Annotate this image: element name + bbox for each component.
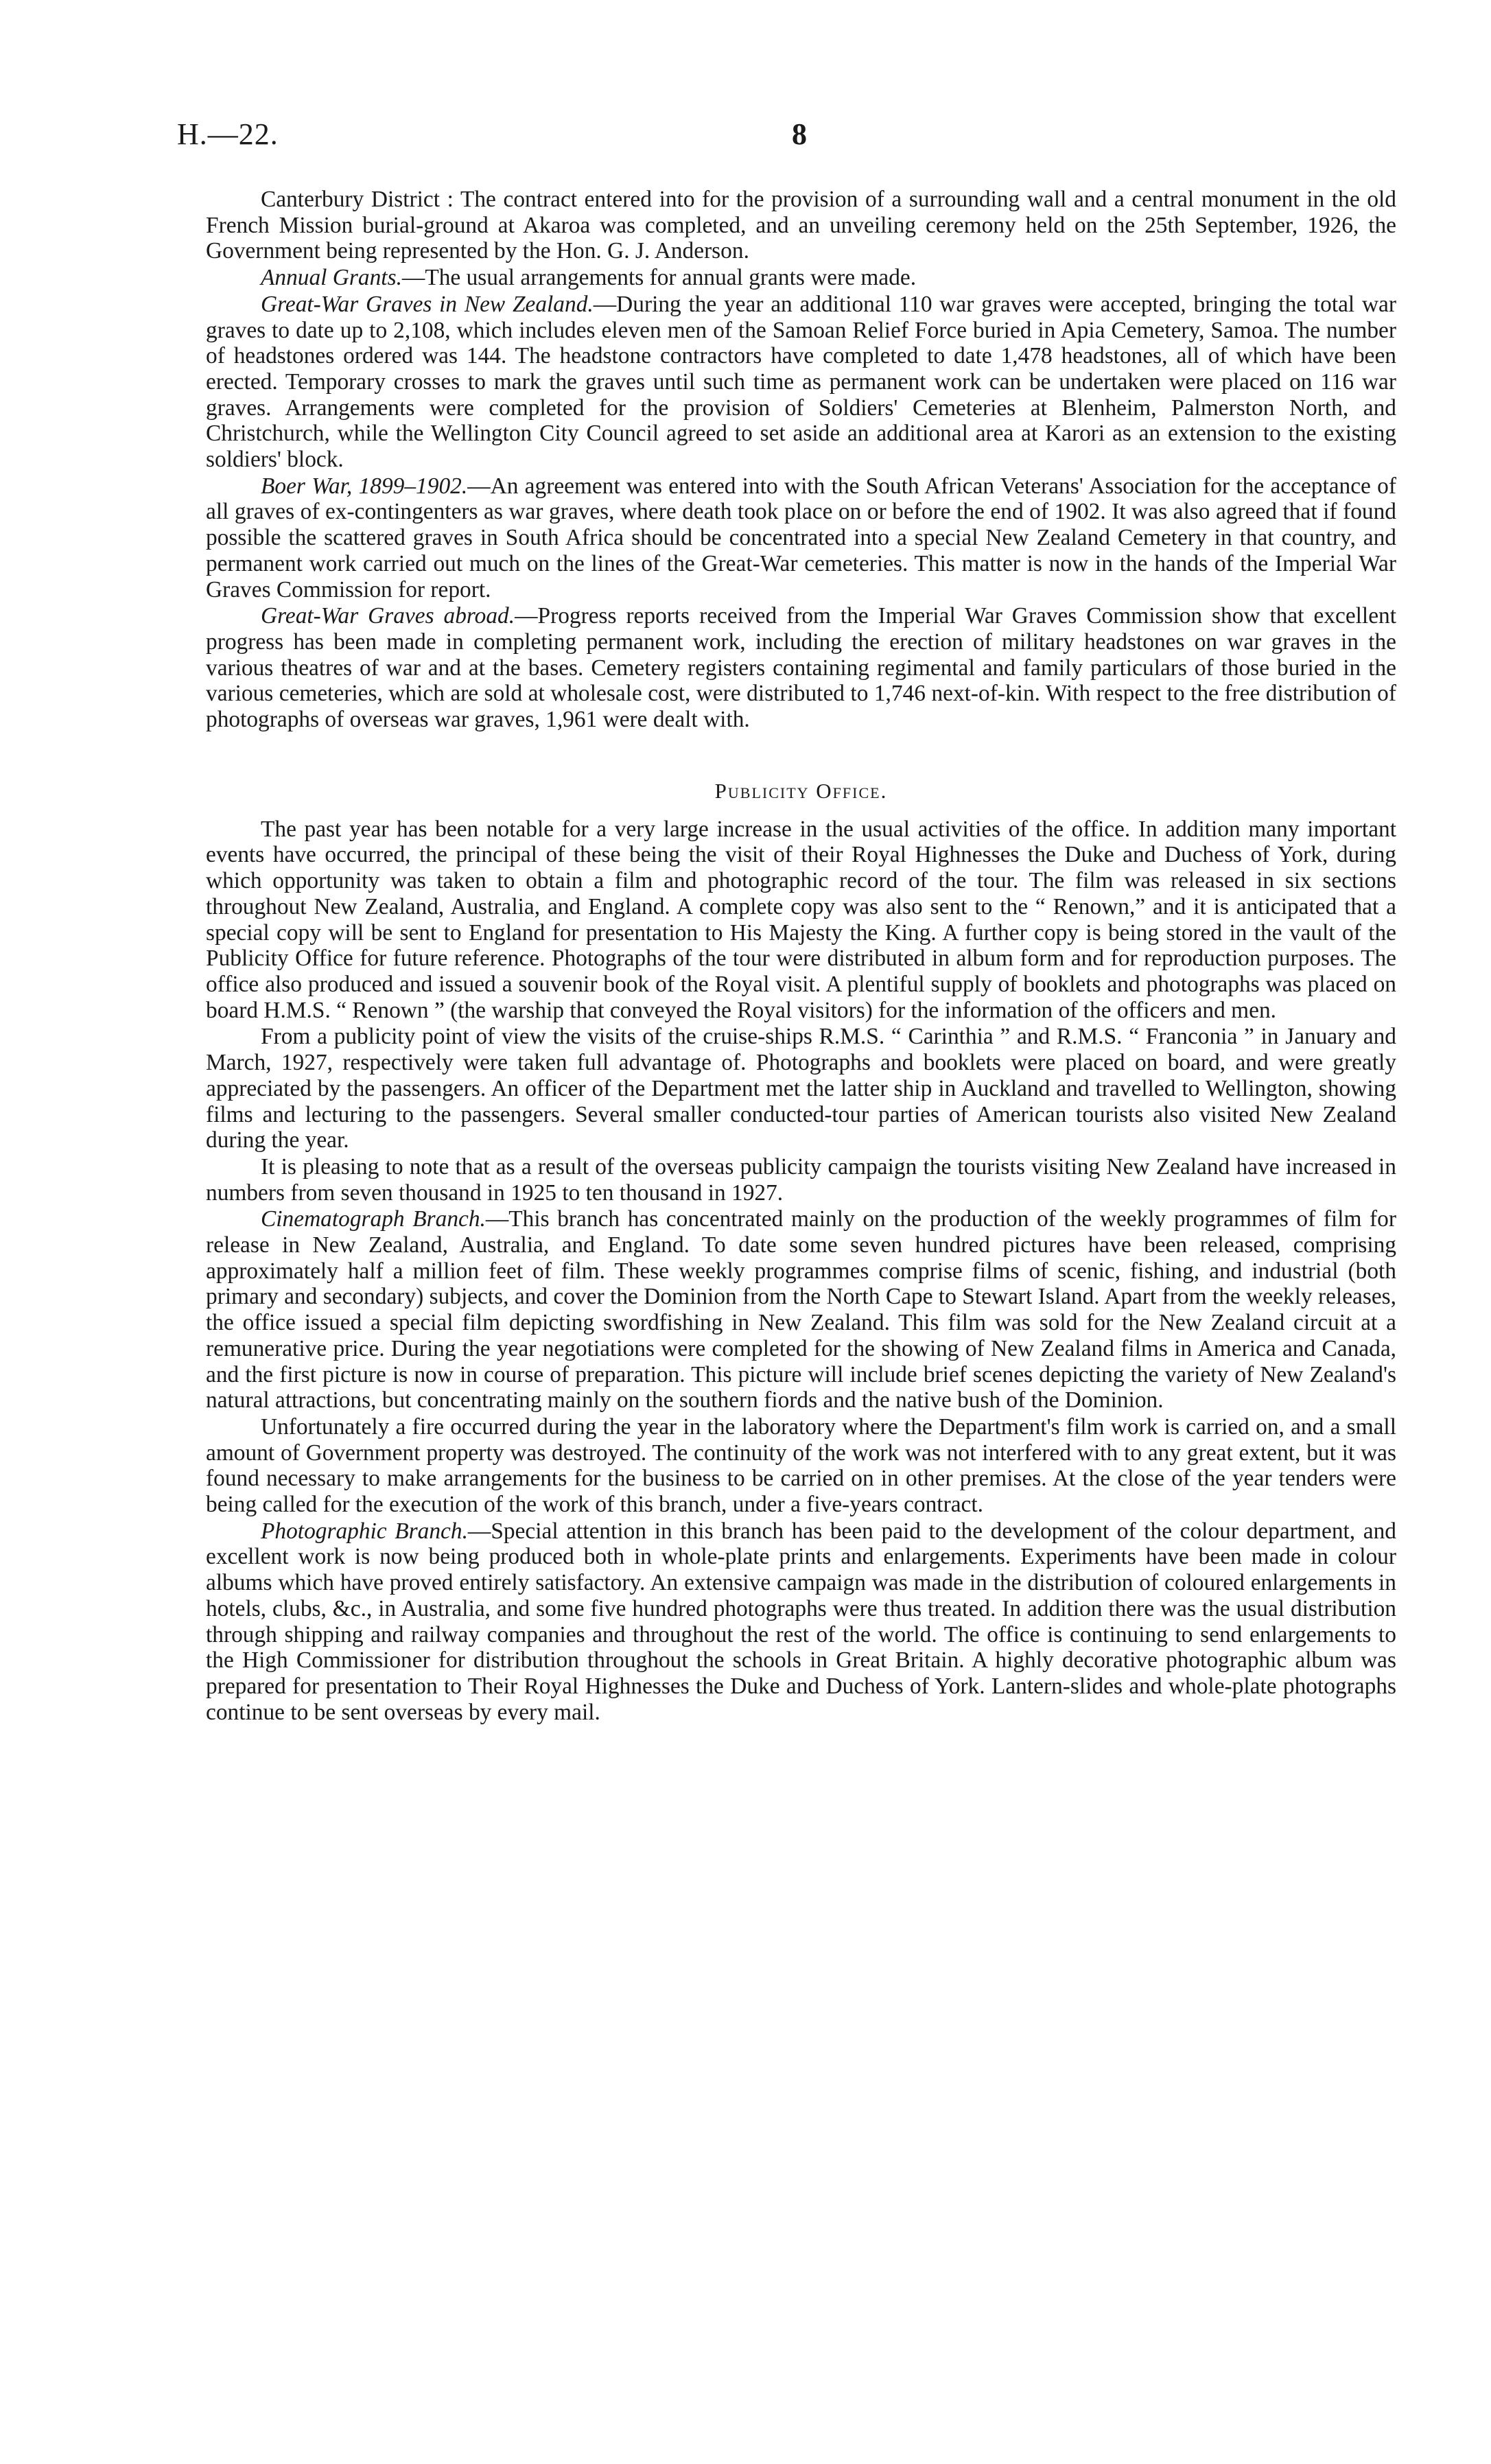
paragraph-text: —An agreement was entered into with the South African Veterans' Association for the acceptance of all graves of ex-contingenters as war graves, where death took place on or before the end of 1902. It was also agreed that if found possible the scattered graves in South Africa should be concentrated into a special New Zealand Cemetery in that country, and permanent work carried out much on the lines of the Great-War cemeteries. This matter is now in the hands of the Imperial War Graves Commission for report. — [206, 473, 1396, 602]
report-reference: H.—22. — [177, 117, 279, 151]
paragraph-cinematograph-branch — [206, 1206, 1396, 1413]
page-body — [206, 187, 1396, 1725]
paragraph-text: From a publicity point of view the visits of the cruise-ships R.M.S. “ Carinthia ” and R.M.S. “ Franconia ” in January and March, 1927, respectively were taken full advantage of. Photographs and booklets were placed on board, and were greatly appreciated by the passengers. An officer of the Department met the latter ship in Auckland and travelled to Wellington, showing films and lecturing to the passengers. Several smaller conducted-tour parties of American tourists also visited New Zealand during the year. — [206, 1024, 1396, 1153]
paragraph-boer-war — [206, 473, 1396, 603]
page-number: 8 — [792, 117, 807, 151]
paragraph-lead: Great-War Graves abroad. — [261, 603, 515, 629]
paragraph-text: Unfortunately a fire occurred during the year in the laboratory where the Department's film work is carried on, and a small amount of Government property was destroyed. The continuity of the work was not interfered with to any great extent, but it was found necessary to make arrangements for the business to be carried on in other premises. At the close of the year tenders were being called for the execution of the work of this branch, under a five-years contract. — [206, 1413, 1396, 1518]
paragraph-text: —During the year an additional 110 war graves were accepted, bringing the total war graves to date up to 2,108, which includes eleven men of the Samoan Relief Force buried in Apia Cemetery, Samoa. The number of headstones ordered was 144. The headstone contractors have completed to date 1,478 headstones, all of which have been erected. Temporary crosses to mark the graves until such time as permanent work can be undertaken were placed on 116 war graves. Arrangements were completed for the provision of Soldiers' Cemeteries at Blenheim, Palmerston North, and Christchurch, while the Wellington City Council agreed to set aside an additional area at Karori as an extension to the existing soldiers' block. — [206, 291, 1396, 473]
paragraph-cruise-ships — [206, 1024, 1396, 1153]
paragraph-laboratory-fire — [206, 1414, 1396, 1518]
paragraph-lead: Great-War Graves in New Zealand. — [261, 291, 594, 317]
paragraph-canterbury-district — [206, 187, 1396, 264]
paragraph-text: —This branch has concentrated mainly on the production of the weekly programmes of film for release in New Zealand, Australia, and England. To date some seven hundred pictures have been released, comprising approximately half a million feet of film. These weekly programmes comprise films of scenic, fishing, and industrial (both primary and secondary) subjects, and cover the Dominion from the North Cape to Stewart Island. Apart from the weekly releases, the office issued a special film depicting swordfishing in New Zealand. This film was sold for the New Zealand circuit at a remunerative price. During the year negotiations were completed for the showing of New Zealand films in America and Canada, and the first picture is now in course of preparation. This picture will include brief scenes depicting the variety of New Zealand's natural attractions, but concentrating mainly on the southern fiords and the native bush of the Dominion. — [206, 1206, 1396, 1413]
section-title-text: Publicity Office. — [714, 778, 888, 803]
paragraph-photographic-branch — [206, 1518, 1396, 1726]
paragraph-great-war-graves-nz — [206, 292, 1396, 473]
paragraph-text: The past year has been notable for a very large increase in the usual activities of the office. In addition many important events have occurred, the principal of these being the visit of their Royal Highnesses the Duke and Duchess of York, during which opportunity was taken to obtain a film and photographic record of the tour. The film was released in six sections throughout New Zealand, Australia, and England. A complete copy was also sent to the “ Renown,” and it is anticipated that a special copy will be sent to England for presentation to His Majesty the King. A further copy is being stored in the vault of the Publicity Office for future reference. Photographs of the tour were distributed in album form and for reproduction purposes. The office also produced and issued a souvenir book of the Royal visit. A plentiful supply of booklets and photographs was placed on board H.M.S. “ Renown ” (the warship that conveyed the Royal visitors) for the information of the officers and men. — [206, 816, 1396, 1023]
paragraph-text: —Progress reports received from the Imperial War Graves Commission show that excellent progress has been made in completing permanent work, including the erection of military headstones on war graves in the various theatres of war and at the bases. Cemetery registers containing regimental and family particulars of those buried in the various cemeteries, which are sold at wholesale cost, were distributed to 1,746 next-of-kin. With respect to the free distribution of photographs of overseas war graves, 1,961 were dealt with. — [206, 603, 1396, 733]
paragraph-text: —Special attention in this branch has been paid to the development of the colour department, and excellent work is now being produced both in whole-plate prints and enlargements. Experiments have been made in colour albums which have proved entirely satisfactory. An extensive campaign was made in the distribution of coloured enlargements in hotels, clubs, &c., in Australia, and some five hundred photographs were thus treated. In addition there was the usual distribution through shipping and railway companies and throughout the rest of the world. The office is continuing to send enlargements to the High Commissioner for distribution throughout the schools in Great Britain. A highly decorative photographic album was prepared for presentation to Their Royal Highnesses the Duke and Duchess of York. Lantern-slides and whole-plate photographs continue to be sent overseas by every mail. — [206, 1518, 1397, 1725]
paragraph-lead: Annual Grants. — [261, 265, 402, 291]
paragraph-publicity-intro — [206, 817, 1396, 1024]
paragraph-tourist-increase — [206, 1154, 1396, 1206]
paragraph-great-war-graves-abroad — [206, 603, 1396, 733]
paragraph-text: —The usual arrangements for annual grants were made. — [401, 265, 917, 291]
page-header — [177, 117, 1371, 165]
paragraph-text: It is pleasing to note that as a result of the overseas publicity campaign the tourists visiting New Zealand have increased in numbers from seven thousand in 1925 to ten thousand in 1927. — [206, 1153, 1396, 1206]
section-title-publicity-office — [206, 778, 1396, 804]
paragraph-annual-grants — [206, 265, 1396, 291]
paragraph-text: Canterbury District : The contract entered into for the provision of a surrounding wall and a central monument in the old French Mission burial-ground at Akaroa was completed, and an unveiling ceremony held on the 25th September, 1926, the Government being represented by the Hon. G. J. Anderson. — [206, 187, 1396, 264]
paragraph-lead: Photographic Branch. — [261, 1518, 468, 1544]
paragraph-lead: Boer War, 1899–1902. — [261, 473, 468, 499]
paragraph-lead: Cinematograph Branch. — [261, 1206, 486, 1232]
